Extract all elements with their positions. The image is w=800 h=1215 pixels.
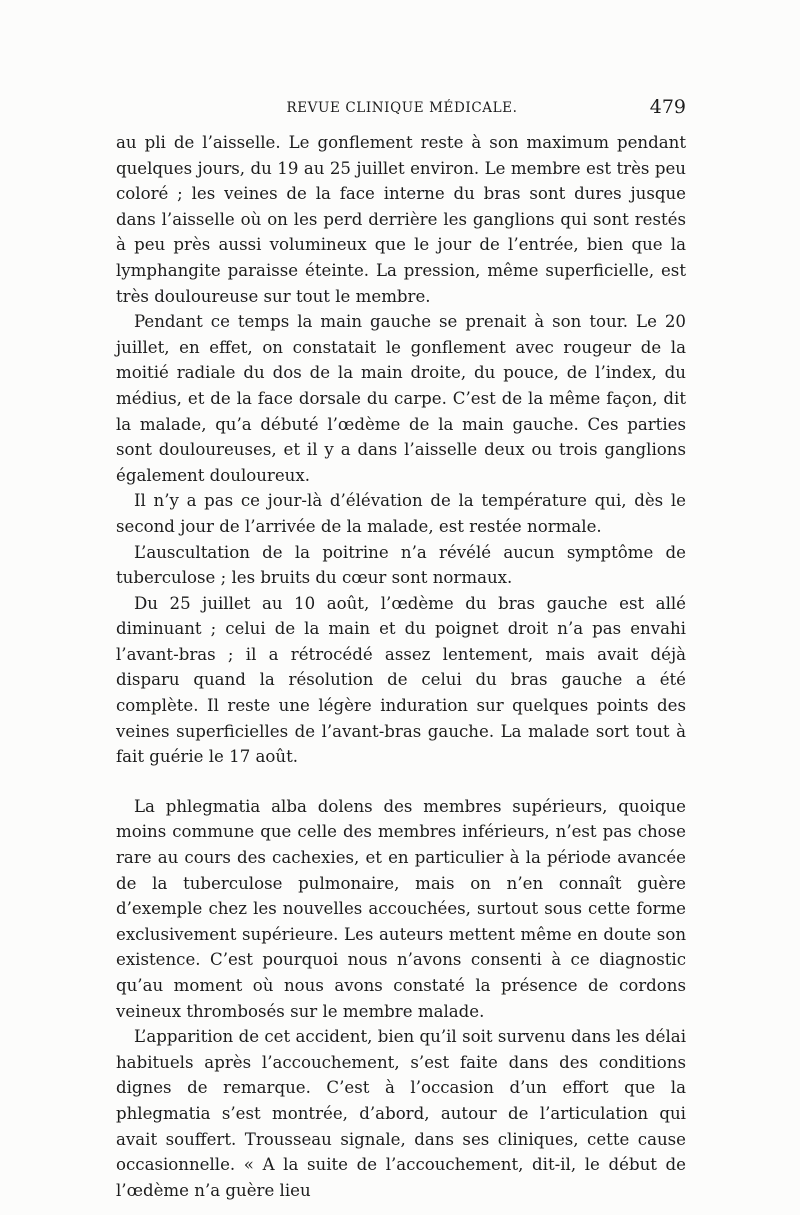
section-break — [116, 770, 686, 794]
paragraph-6: La phlegmatia alba dolens des membres supérieurs, quoique moins commune que celle des membres inférieurs, n’est pas chose rare au cours des cachexies, et en particulier à la période avancée de la tuberculose pulmonaire, mais on n’en connaît guère d’exemple chez les nouvelles accouchées, surtout sous cette forme exclusivement supérieure. Les auteurs mettent même en doute son existence. C’est pourquoi nous n’avons consenti à ce diagnostic qu’au moment où nous avons constaté la présence de cordons veineux thrombosés sur le membre malade. — [116, 796, 686, 1021]
paragraph-7: L’apparition de cet accident, bien qu’il soit survenu dans les délai habituels après l’accouchement, s’est faite dans des conditions dignes de remarque. C’est à l’occasion d’un effort que la phlegmatia s’est montrée, d’abord, autour de l’articulation qui avait souffert. Trousseau signale, dans ses cliniques, cette cause occasionnelle. « A la suite de l’accouchement, dit-il, le début de l’œdème n’a guère lieu — [116, 1027, 686, 1200]
paragraph-3: Il n’y a pas ce jour-là d’élévation de la température qui, dès le second jour de l’arrivée de la malade, est restée normale. — [116, 491, 686, 536]
paragraph-2: Pendant ce temps la main gauche se prenait à son tour. Le 20 juillet, en effet, on constatait le gonflement avec rougeur de la moitié radiale du dos de la main droite, du pouce, de l’index, du médius, et de la face dorsale du carpe. C’est de la même façon, dit la malade, qu’a débuté l’œdème de la main gauche. Ces parties sont douloureuses, et il y a dans l’aisselle deux ou trois ganglions également douloureux. — [116, 312, 686, 485]
page-number: 479 — [649, 96, 686, 118]
body-text — [116, 130, 686, 1203]
paragraph-4: L’auscultation de la poitrine n’a révélé aucun symptôme de tuberculose ; les bruits du cœur sont normaux. — [116, 542, 686, 588]
paragraph-1: au pli de l’aisselle. Le gonflement reste à son maximum pendant quelques jours, du 19 au 25 juillet environ. Le membre est très peu coloré ; les veines de la face interne du bras sont dures jusque dans l’aisselle où on les perd derrière les ganglions qui sont restés à peu près aussi volumineux que le jour de l’entrée, bien que la lymphangite paraisse éteinte. La pression, même superficielle, est très douloureuse sur tout le membre. — [116, 133, 686, 306]
page-header — [118, 96, 686, 124]
running-title: REVUE CLINIQUE MÉDICALE. — [286, 100, 518, 116]
paragraph-5: Du 25 juillet au 10 août, l’œdème du bras gauche est allé diminuant ; celui de la main et du poignet droit n’a pas envahi l’avant-bras ; il a rétrocédé assez lentement, mais avait déjà disparu quand la résolution de celui du bras gauche a été complète. Il reste une légère induration sur quelques points des veines superficielles de l’avant-bras gauche. La malade sort tout à fait guérie le 17 août. — [116, 593, 686, 767]
